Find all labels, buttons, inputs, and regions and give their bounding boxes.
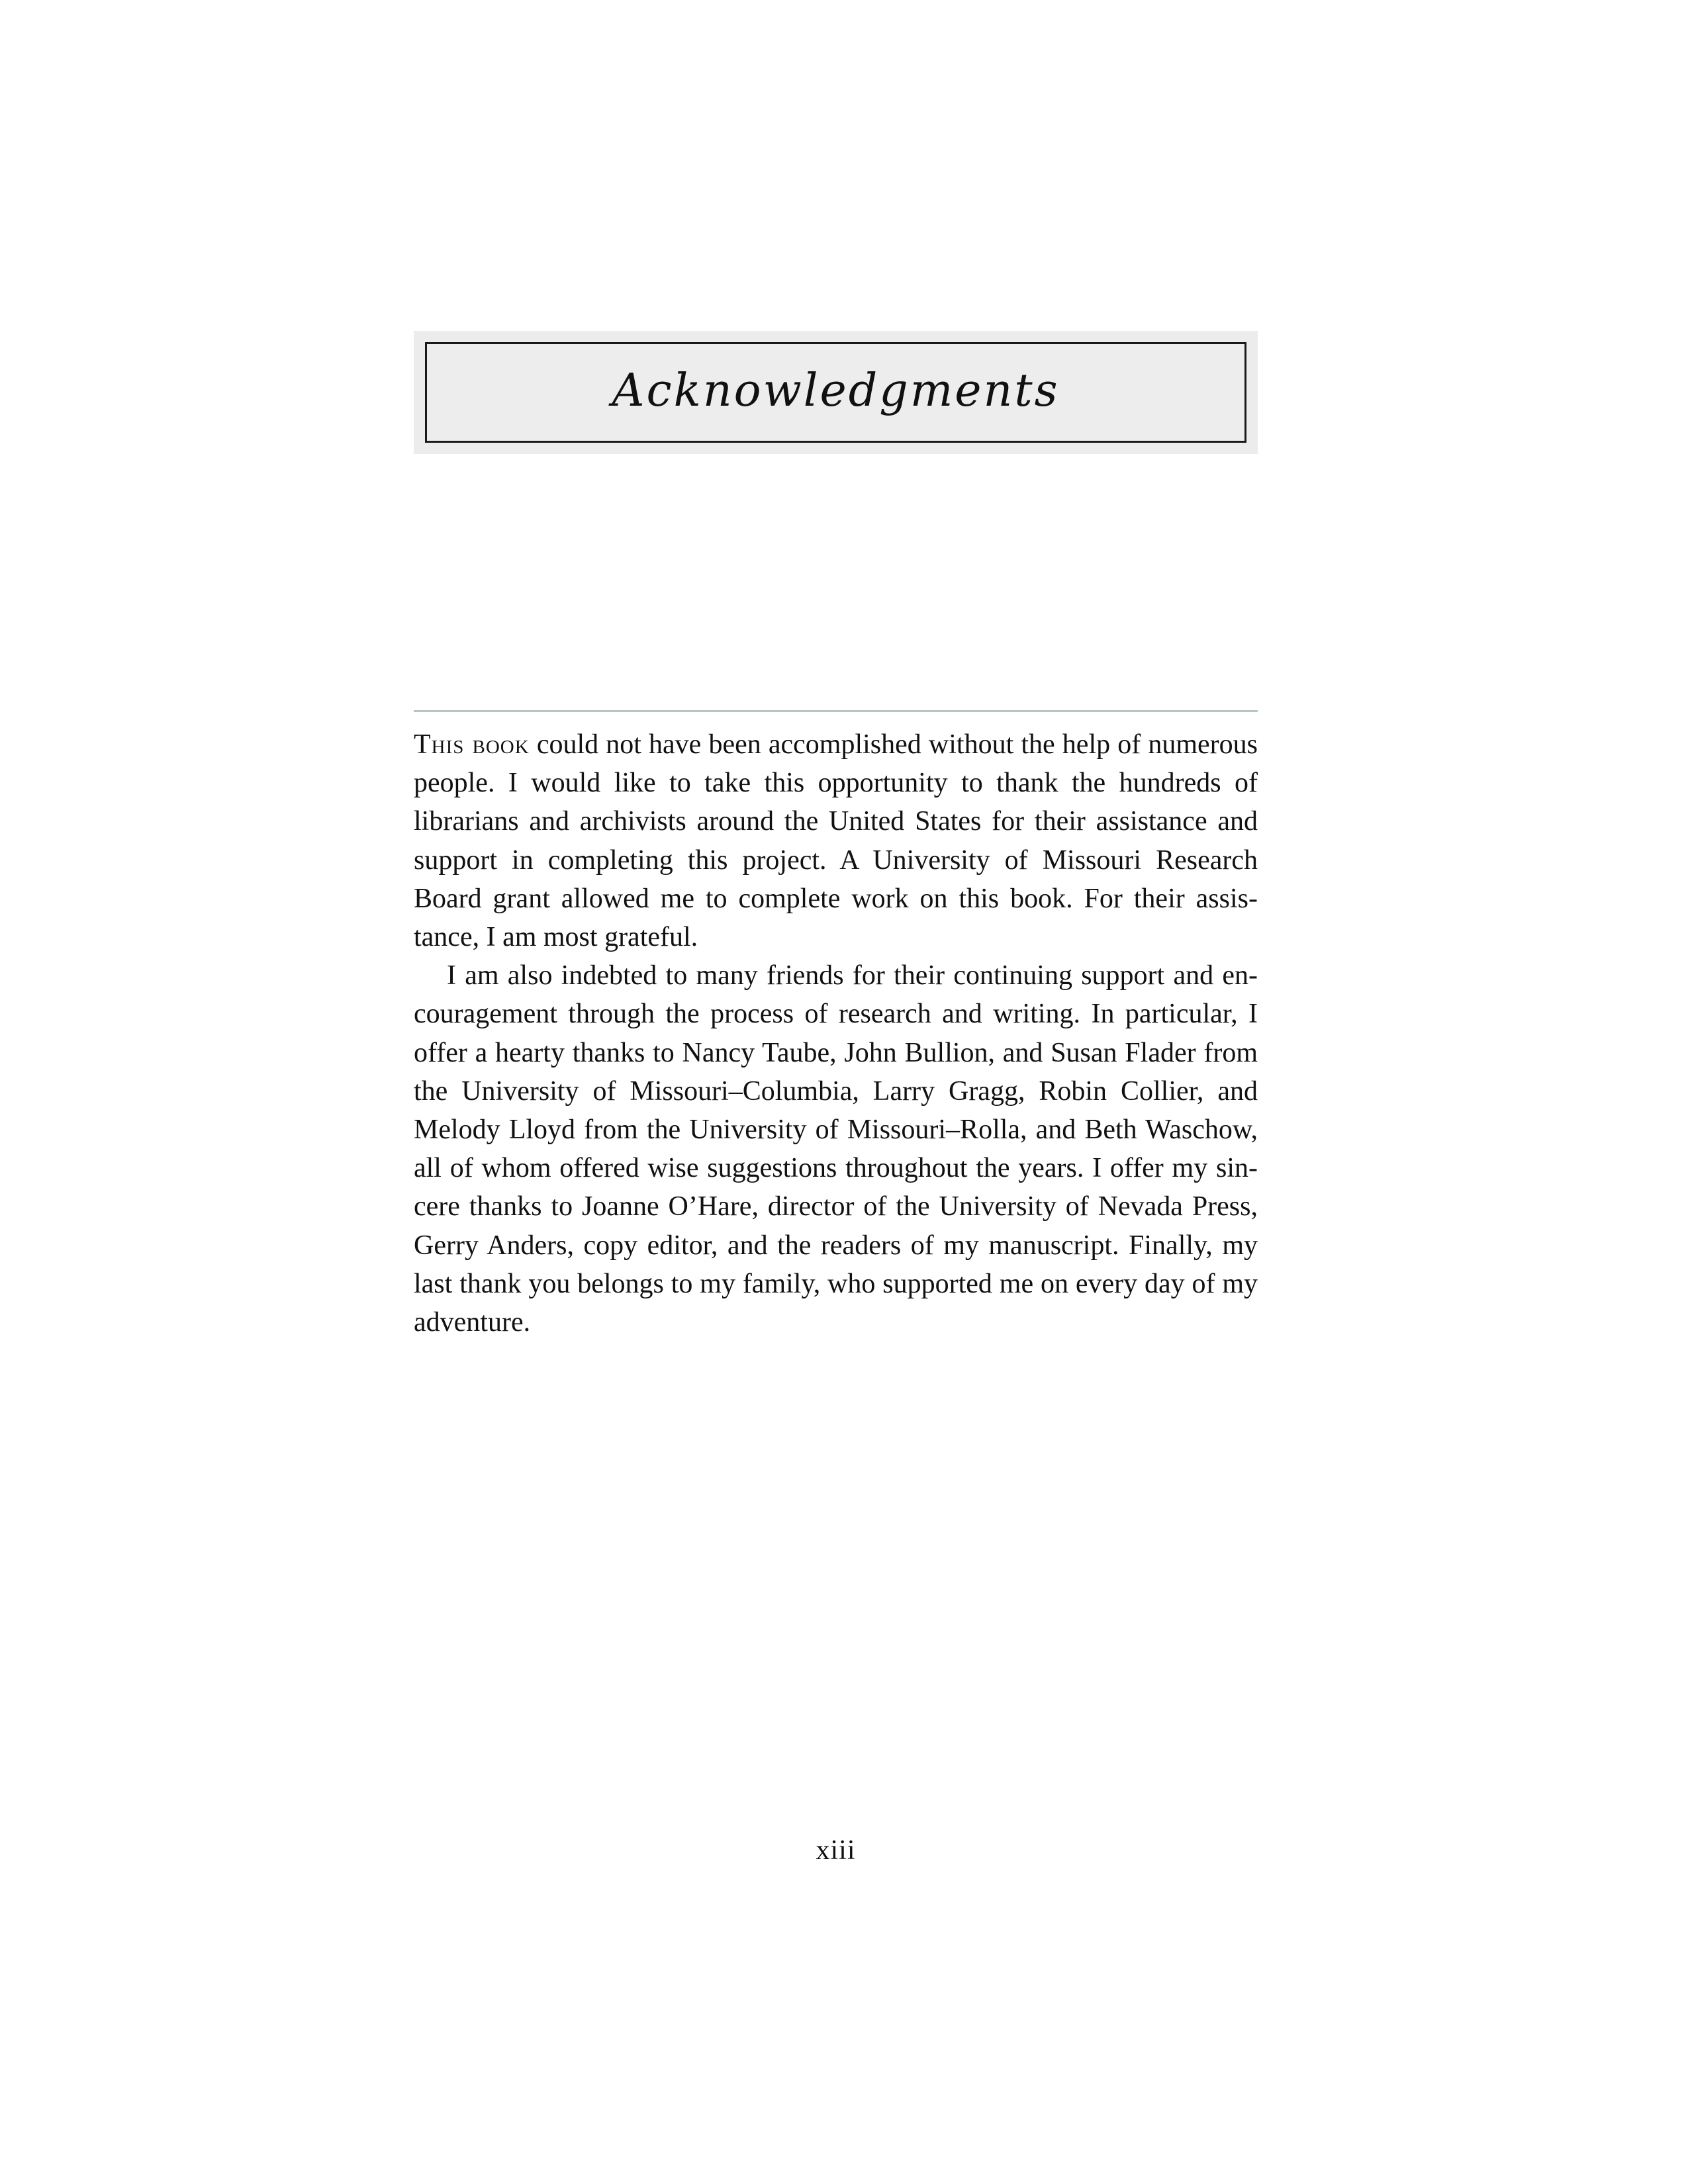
body-text <box>414 725 1258 1342</box>
section-divider <box>414 710 1258 712</box>
paragraph-1 <box>414 725 1258 956</box>
chapter-title-box <box>425 342 1246 443</box>
paragraph-1-text: could not have been accomplished without the help of numerous people. I would like to take this opportunity to thank the hundreds of librarians and archivists around the United States for their assistance and support in completing this project. A University of Missouri Research Board grant allowed me to complete work on this book. For their assistance, I am most grateful. <box>414 729 1258 953</box>
page-number: xiii <box>816 1835 856 1866</box>
paragraph-2: I am also indebted to many friends for their continuing support and encouragement through the process of research and writing. In particular, I offer a hearty thanks to Nancy Taube, John Bullion, and Susan Flader from the University of Missouri–Columbia, Larry Gragg, Robin Collier, and Melody Lloyd from the University of Missouri–Rolla, and Beth Waschow, all of whom offered wise suggestions throughout the years. I offer my sincere thanks to Joanne O’Hare, director of the University of Nevada Press, Gerry Anders, copy editor, and the readers of my manuscript. Finally, my last thank you belongs to my family, who supported me on every day of my adventure. <box>414 960 1258 1338</box>
chapter-title-banner <box>414 331 1258 454</box>
lead-in-small-caps: This book <box>414 729 530 760</box>
chapter-title: Acknowledgments <box>612 364 1060 417</box>
